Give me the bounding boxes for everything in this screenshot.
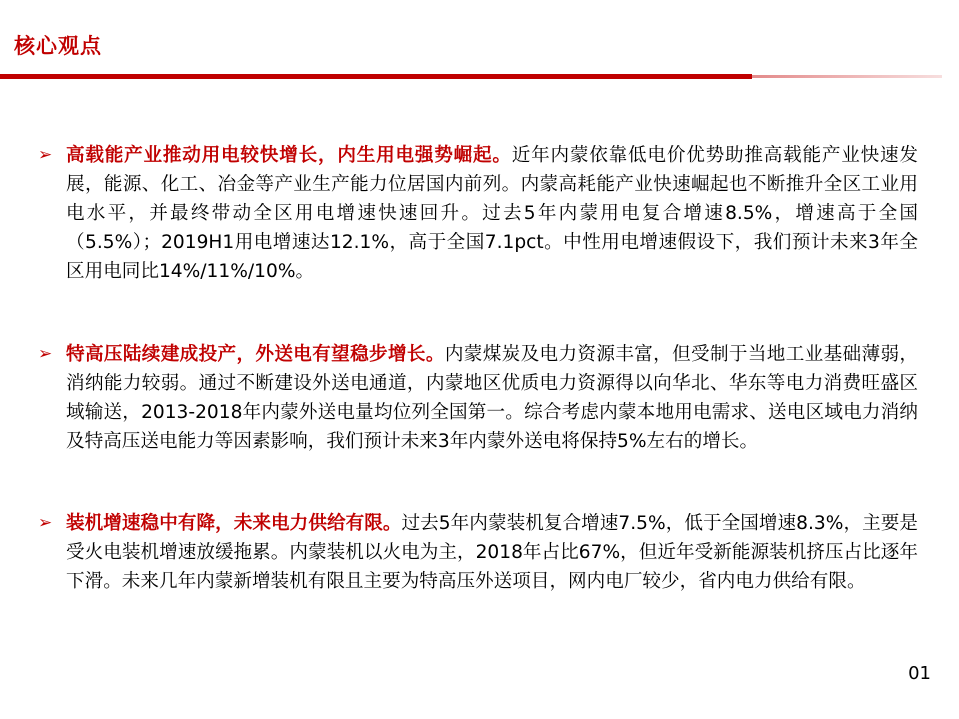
- page-number: 01: [908, 663, 931, 684]
- bullet-point: [38, 340, 918, 456]
- header-divider: [0, 74, 752, 79]
- bullet-heading: 装机增速稳中有降，未来电力供给有限。: [66, 513, 402, 534]
- bullet-paragraph: [66, 509, 918, 596]
- arrow-bullet-icon: ➢: [38, 513, 53, 533]
- bullet-paragraph: [66, 141, 918, 286]
- bullet-paragraph: [66, 340, 918, 456]
- bullet-body: 近年内蒙依靠低电价优势助推高载能产业快速发展，能源、化工、冶金等产业生产能力位居国内前列。内蒙高耗能产业快速崛起也不断推升全区工业用电水平，并最终带动全区用电增速快速回升。过去5年内蒙用电复合增速8.5%，增速高于全国（5.5%）；2019H1用电增速达12.1%，高于全国7.1pct。中性用电增速假设下，我们预计未来3年全区用电同比14%/11%/10%。: [66, 145, 918, 282]
- bullet-heading: 高载能产业推动用电较快增长，内生用电强势崛起。: [66, 145, 512, 166]
- arrow-bullet-icon: ➢: [38, 344, 53, 364]
- bullet-point: [38, 509, 918, 596]
- bullet-heading: 特高压陆续建成投产，外送电有望稳步增长。: [66, 344, 445, 365]
- header-divider-fade: [752, 75, 942, 78]
- page-title: 核心观点: [14, 34, 102, 58]
- bullet-body: 过去5年内蒙装机复合增速7.5%，低于全国增速8.3%，主要是受火电装机增速放缓拖累。内蒙装机以火电为主，2018年占比67%，但近年受新能源装机挤压占比逐年下滑。未来几年内蒙新增装机有限且主要为特高压外送项目，网内电厂较少，省内电力供给有限。: [66, 513, 918, 592]
- bullet-body: 内蒙煤炭及电力资源丰富，但受制于当地工业基础薄弱，消纳能力较弱。通过不断建设外送电通道，内蒙地区优质电力资源得以向华北、华东等电力消费旺盛区域输送，2013-2018年内蒙外送电量均位列全国第一。综合考虑内蒙本地用电需求、送电区域电力消纳及特高压送电能力等因素影响，我们预计未来3年内蒙外送电将保持5%左右的增长。: [66, 344, 918, 452]
- arrow-bullet-icon: ➢: [38, 145, 53, 165]
- bullet-point: [38, 141, 918, 286]
